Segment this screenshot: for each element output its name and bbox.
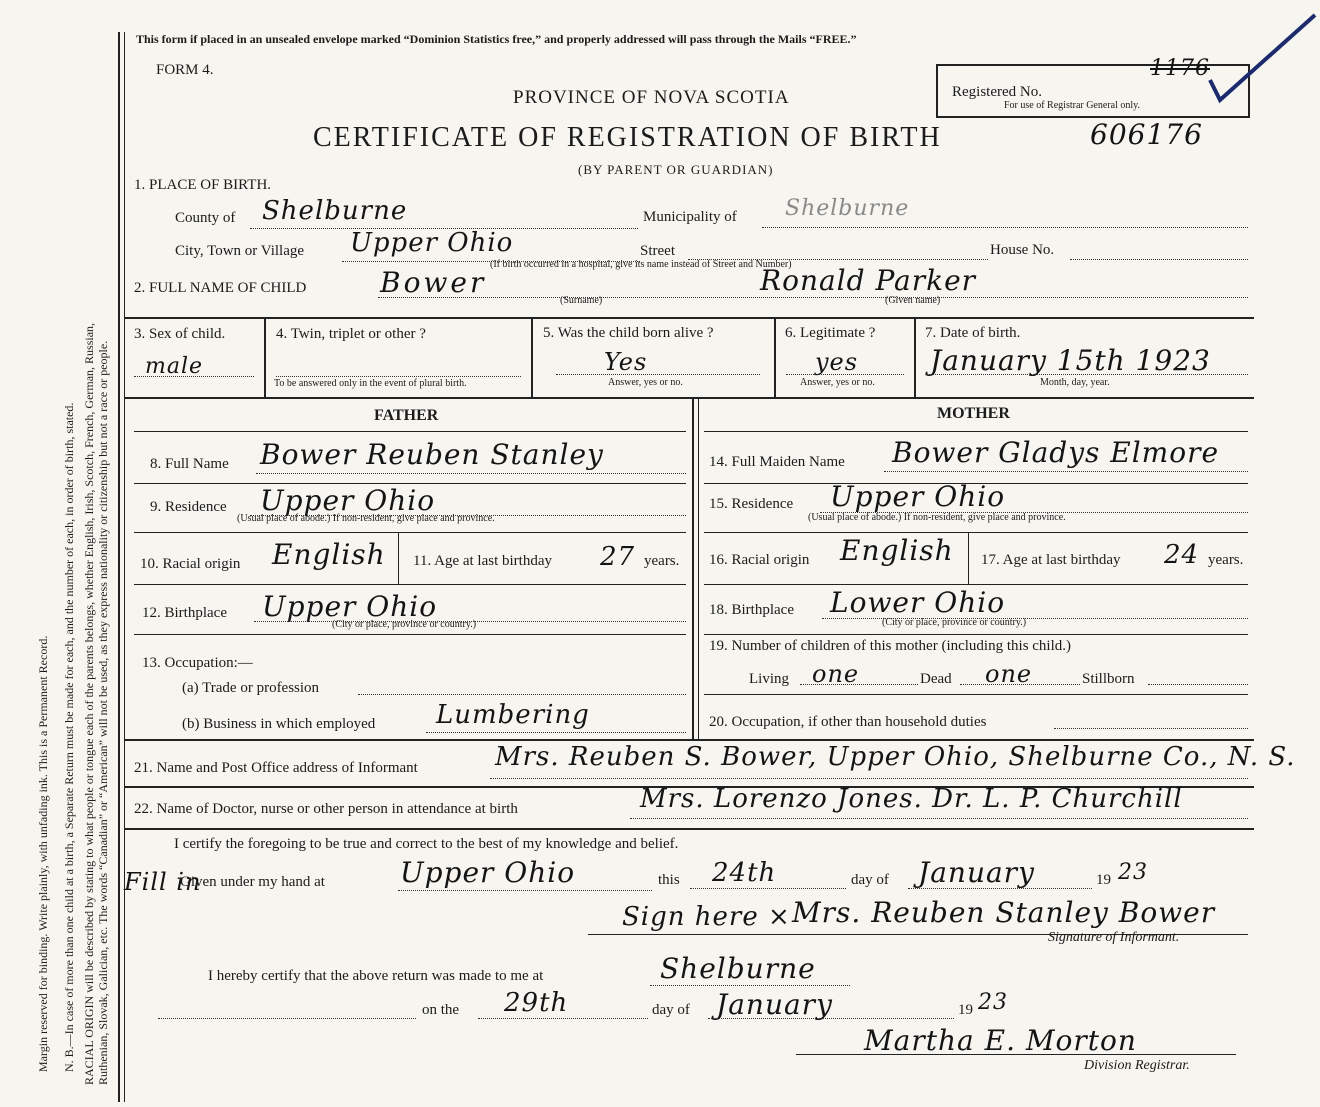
mother-children-label: 19. Number of children of this mother (including this child.) (709, 638, 1072, 654)
father-business-label: (b) Business in which employed (182, 716, 376, 732)
doctor-label: 22. Name of Doctor, nurse or other person in attendance at birth (134, 801, 518, 817)
dob-note: Month, day, year. (1040, 377, 1110, 388)
registrar-day: 29th (504, 988, 569, 1018)
checkmark-icon (1200, 10, 1320, 105)
registrar-place: Shelburne (660, 952, 816, 985)
registrar-year: 23 (978, 990, 1008, 1015)
father-bp-value: Upper Ohio (262, 590, 438, 623)
place-heading: 1. PLACE OF BIRTH. (134, 177, 272, 193)
stillborn-label: Stillborn (1082, 671, 1135, 687)
living-value: one (812, 660, 860, 688)
alive-label: 5. Was the child born alive ? (543, 325, 714, 341)
father-name-value: Bower Reuben Stanley (260, 438, 604, 471)
mother-race-label: 16. Racial origin (709, 552, 810, 568)
legit-label: 6. Legitimate ? (785, 325, 876, 341)
sex-value: male (145, 354, 204, 379)
father-occ-label: 13. Occupation:— (142, 655, 253, 671)
given-year-print: 19 (1096, 872, 1111, 888)
county-label: County of (175, 210, 236, 226)
child-surname: Bower (380, 266, 487, 299)
mother-occ-label: 20. Occupation, if other than household duties (709, 714, 987, 730)
mother-heading: MOTHER (937, 405, 1010, 422)
city-value: Upper Ohio (350, 228, 514, 258)
registrar-signature: Martha E. Morton (864, 1024, 1137, 1057)
father-res-label: 9. Residence (150, 499, 227, 515)
alive-note: Answer, yes or no. (608, 377, 683, 388)
father-res-value: Upper Ohio (260, 484, 436, 517)
page-title: CERTIFICATE OF REGISTRATION OF BIRTH (313, 122, 942, 153)
father-age-value: 27 (600, 542, 636, 572)
doctor-value: Mrs. Lorenzo Jones. Dr. L. P. Churchill (640, 784, 1183, 814)
legit-note: Answer, yes or no. (800, 377, 875, 388)
dob-value: January 15th 1923 (930, 344, 1211, 377)
hospital-note: (If birth occurred in a hospital, give its name instead of Street and Number) (490, 259, 792, 270)
left-border-inner (124, 32, 125, 1102)
on-the-label: on the (422, 1002, 460, 1018)
sex-label: 3. Sex of child. (134, 326, 226, 342)
form-number: FORM 4. (156, 62, 214, 78)
informant-sig-label: Signature of Informant. (1048, 930, 1180, 945)
legit-value: yes (815, 348, 859, 376)
city-label: City, Town or Village (175, 243, 305, 259)
twin-label: 4. Twin, triplet or other ? (276, 326, 426, 342)
informant-label: 21. Name and Post Office address of Informant (134, 760, 418, 776)
mother-age-value: 24 (1164, 540, 1200, 570)
given-day: 24th (712, 858, 777, 888)
registered-label: Registered No. (952, 84, 1042, 100)
child-label: 2. FULL NAME OF CHILD (134, 280, 307, 296)
registrar-month: January (716, 988, 833, 1021)
twin-note: To be answered only in the event of plural birth. (274, 378, 467, 389)
certify-text: I certify the foregoing to be true and correct to the best of my knowledge and belief. (174, 836, 679, 852)
given-label: Given under my hand at (180, 874, 325, 890)
child-given-name: Ronald Parker (760, 264, 977, 297)
margin-note-binding: Margin reserved for binding. Write plainly, with unfading ink. This is a Permanent Record. (36, 635, 50, 1072)
registrar-text: I hereby certify that the above return was made to me at (208, 968, 544, 984)
sign-here: Sign here × (622, 902, 791, 932)
living-label: Living (749, 671, 789, 687)
father-trade-label: (a) Trade or profession (182, 680, 320, 696)
registrar-year-print: 19 (958, 1002, 973, 1018)
father-name-label: 8. Full Name (150, 456, 229, 472)
surname-note: (Surname) (560, 295, 603, 306)
father-race-value: English (272, 538, 386, 571)
mother-name-label: 14. Full Maiden Name (709, 454, 845, 470)
mother-race-value: English (840, 534, 954, 567)
mother-res-value: Upper Ohio (830, 480, 1006, 513)
given-note: (Given name) (885, 295, 941, 306)
father-res-note: (Usual place of abode.) If non-resident, give place and province. (237, 513, 495, 524)
mother-age-label: 17. Age at last birthday (981, 552, 1121, 568)
this-label: this (658, 872, 680, 888)
informant-value: Mrs. Reuben S. Bower, Upper Ohio, Shelburne Co., N. S. (495, 742, 1296, 772)
registered-crossed: 1176 (1150, 56, 1210, 81)
mother-bp-note: (City or place, province or country.) (882, 617, 1027, 628)
page-subtitle: (BY PARENT OR GUARDIAN) (578, 162, 774, 177)
given-place: Upper Ohio (400, 856, 576, 889)
fill-in-note: Fill in (124, 868, 202, 896)
mother-years: years. (1208, 552, 1244, 568)
margin-note-racial-1: RACIAL ORIGIN will be described by stating to what people or tongue each of the parents belongs, whether English, Irish, Scotch, French, German, Russian, (82, 322, 96, 1085)
father-business-value: Lumbering (436, 700, 590, 730)
province-heading: PROVINCE OF NOVA SCOTIA (513, 87, 790, 108)
given-month: January (918, 856, 1035, 889)
mother-res-note: (Usual place of abode.) If non-resident, give place and province. (808, 512, 1066, 523)
street-label: Street (640, 243, 675, 259)
alive-value: Yes (604, 348, 648, 376)
registration-number: 606176 (1090, 118, 1203, 151)
mother-name-value: Bower Gladys Elmore (892, 436, 1220, 469)
father-race-label: 10. Racial origin (140, 556, 241, 572)
mother-res-label: 15. Residence (709, 496, 794, 512)
mail-notice: This form if placed in an unsealed envelope marked “Dominion Statistics free,” and properly addressed will pass through the Mails “FREE.” (136, 32, 857, 46)
given-year: 23 (1118, 860, 1148, 885)
father-bp-label: 12. Birthplace (142, 605, 227, 621)
municipality-label: Municipality of (643, 209, 737, 225)
father-heading: FATHER (374, 407, 439, 424)
left-border (118, 32, 120, 1102)
municipality-value: Shelburne (785, 196, 910, 221)
mother-bp-value: Lower Ohio (830, 586, 1006, 619)
margin-note-racial-2: Ruthenian, Slovak, Galician, etc. The words “Canadian” or “American” will not be used, as they express nationality or citizenship but not a race or people. (96, 340, 110, 1085)
registrar-title: Division Registrar. (1084, 1058, 1190, 1073)
dob-label: 7. Date of birth. (925, 325, 1021, 341)
margin-note-nb: N. B.—In case of more than one child at a birth, a Separate Return must be made for each, and the number of each, in order of birth, stated. (62, 402, 76, 1072)
county-value: Shelburne (262, 196, 408, 226)
father-age-label: 11. Age at last birthday (413, 553, 552, 569)
father-bp-note: (City or place, province or country.) (332, 619, 477, 630)
dead-value: one (985, 660, 1033, 688)
house-label: House No. (990, 242, 1055, 258)
registered-sub: For use of Registrar General only. (1004, 100, 1140, 111)
registrar-day-of: day of (652, 1002, 690, 1018)
mother-bp-label: 18. Birthplace (709, 602, 794, 618)
informant-signature: Mrs. Reuben Stanley Bower (792, 896, 1216, 929)
dead-label: Dead (920, 671, 952, 687)
father-years: years. (644, 553, 680, 569)
day-of-label: day of (851, 872, 889, 888)
